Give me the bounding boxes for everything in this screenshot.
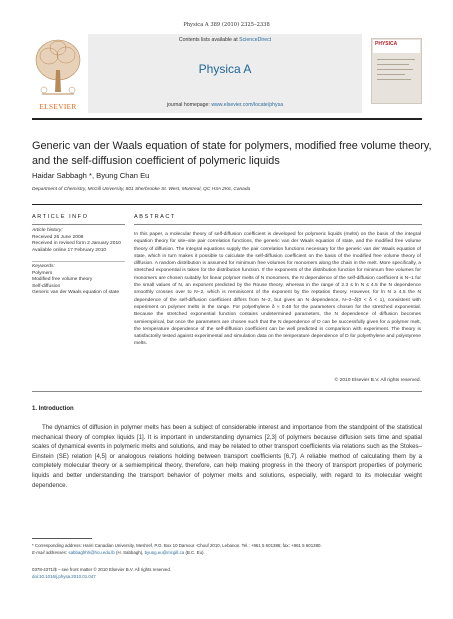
- issn-line: 0378-4371/$ – see front matter © 2010 Elsevier B.V. All rights reserved.: [32, 567, 172, 572]
- journal-name: Physica A: [198, 62, 252, 76]
- email-link[interactable]: sabbaghhh@hcu.edu.lb: [68, 550, 115, 555]
- journal-homepage-link[interactable]: www.elsevier.com/locate/physa: [211, 102, 284, 108]
- front-matter: [32, 566, 171, 580]
- cover-text-line: [377, 74, 405, 75]
- cover-title: PHYSICA: [375, 41, 398, 47]
- keyword: Generic van der Waals equation of state: [32, 290, 120, 296]
- email-label: E-mail addresses:: [32, 550, 68, 555]
- masthead-rule: [32, 118, 422, 120]
- corresponding-address: * Corresponding address: Hariri Canadian University, Meshref, P.O. Box 10 Damour -Chouf 2010, Lebanon. Tel.: +961 5 601386; fax: +961 5 601380.: [32, 543, 322, 548]
- keyword: Modified free volume theory: [32, 277, 93, 283]
- article-info-heading: ARTICLE INFO: [32, 214, 89, 220]
- history-received: Received 26 June 2008: [32, 234, 84, 240]
- cover-text-line: [377, 69, 413, 70]
- history-online: Available online 17 February 2010: [32, 247, 107, 253]
- article-info-rule: [32, 224, 125, 225]
- journal-cover-thumbnail[interactable]: [371, 38, 422, 104]
- article-history: [32, 228, 132, 254]
- homepage-prefix: journal homepage:: [166, 102, 212, 108]
- corresponding-author-footnote: [32, 542, 432, 556]
- cover-text-line: [377, 79, 411, 80]
- email-line: [32, 549, 432, 556]
- email-link[interactable]: byung.eu@mcgill.ca: [144, 550, 185, 555]
- history-revised: Received in revised form 2 January 2010: [32, 241, 121, 247]
- contents-available-line: [88, 37, 362, 43]
- abstract-bottom-rule: [32, 391, 422, 392]
- header-divider: [32, 204, 422, 205]
- keyword: Polymers: [32, 270, 53, 276]
- email-owner: (H. Sabbagh),: [114, 550, 145, 555]
- abstract-rule: [134, 224, 422, 225]
- cover-text-line: [377, 64, 409, 65]
- journal-homepage-line: [88, 102, 362, 108]
- running-header: Physica A 389 (2010) 2325–2338: [183, 22, 270, 28]
- abstract-heading: ABSTRACT: [134, 214, 176, 220]
- sciencedirect-link[interactable]: ScienceDirect: [239, 37, 272, 43]
- email-owner: (B.C. Eu).: [184, 550, 205, 555]
- article-history-label: Article history:: [32, 228, 63, 233]
- abstract-text: In this paper, a molecular theory of self-diffusion coefficient is developed for polymeric liquids (melts) on the basis of the integral equation theory for site–site pair correlation functions, the generic van der Waals equation of state, and the modified free volume theory of diffusion. The integral equations supply the pair correlation functions necessary for the generic van der Waals equation of state, which in turn makes it possible to calculate the self-diffusion coefficient on the basis of the modified free volume theory of diffusion. A random distribution is assumed for minimum free volumes for monomers along the chain in the melt. More specifically, a stretched exponential is taken for the distribution function. If the exponents of the distribution function for minimum free volumes for monomers are chosen suitably for linear polymer melts of N monomers, the N dependence of the self-diffusion coefficient is N−1 for the small values of N, an exponent predicted by the Rouse theory, whereas in the range of 2.3 ≤ ln N ≤ 4.5 the N dependence smoothly crosses over to N−2, which is reminiscent of the exponent by the reptation theory. However, for ln N ≥ 4.5 the N dependence of the self-diffusion coefficient differs from N−2, but gives an N dependence, N−2−δ(0 < δ < 1), consistent with experiment on polymer melts in the range. For polyethylene δ ≈ 0.48 for the parameters chosen for the stretched exponential. Because the stretched exponential function contains undetermined parameters, the N dependence of diffusion becomes semiempirical, but once the parameters are chosen such that the N dependence of D can be successfully given for a polymer melt, the temperature dependence of the self-diffusion coefficient can be well predicted in comparison with experiment. The theory is satisfactorily tested against experimental and simulation data on the temperature dependence of D for polyethylene and polystyrene melts.: [134, 232, 421, 347]
- footnote-rule: [32, 538, 92, 539]
- cover-text-line: [377, 59, 415, 60]
- contents-prefix: Contents lists available at: [178, 37, 240, 43]
- keywords-label: Keywords:: [32, 264, 55, 269]
- author-list: Haidar Sabbagh *, Byung Chan Eu: [32, 171, 150, 180]
- introduction-paragraph: The dynamics of diffusion in polymer melts has been a subject of considerable interest and importance from the standpoint of the statistical mechanical theory of complex liquids [1]. It is important in understanding dynamics [2,3] of polymers because diffusion sets time and spatial scales of dynamical events in polymeric melts and solutions, and may be related to other transport coefficients via relations such as the Stokes–Einstein (SE) relation [4,5] or analogous relations holding between transport coefficients [6,7]. A reliable method of calculating them by a completely molecular theory or a semiempirical theory, therefore, can help making progress in the theory of transport properties of polymeric liquids and better understanding the transport behavior of polymer melts and solutions, especially, with regard to its molecular weight dependence.: [32, 424, 422, 489]
- keywords-divider: [32, 261, 125, 262]
- keywords-block: [32, 264, 132, 297]
- elsevier-wordmark: ELSEVIER: [39, 102, 77, 111]
- keyword: Self-diffusion: [32, 283, 61, 289]
- doi-link[interactable]: doi:10.1016/j.physa.2010.01.047: [32, 574, 96, 579]
- abstract-copyright: © 2010 Elsevier B.V. All rights reserved.: [334, 378, 421, 383]
- article-title: Generic van der Waals equation of state for polymers, modified free volume theory, and the self-diffusion coefficient of polymeric liquids: [32, 140, 432, 167]
- section-heading-introduction: 1. Introduction: [32, 406, 74, 412]
- author-affiliation: Department of Chemistry, McGill University, 801 Sherbrooke St. West, Montreal, QC H3A 2K6, Canada: [32, 187, 251, 192]
